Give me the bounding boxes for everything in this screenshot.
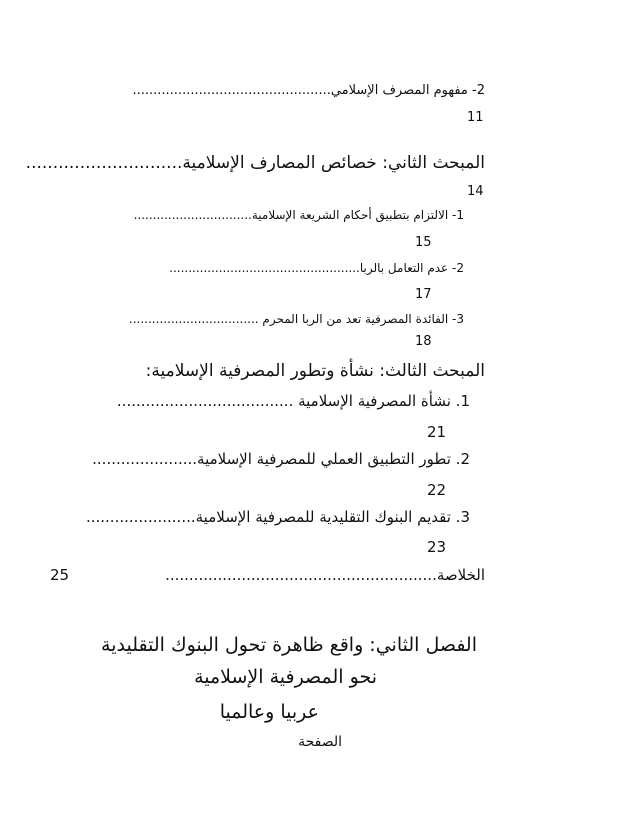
toc-section-2-title: المبحث الثاني: خصائص المصارف الإسلامية.............................: [25, 153, 485, 173]
toc-entry-conclusion: الخلاصة.........................................................: [165, 566, 485, 584]
toc-page-number: 14: [467, 184, 484, 199]
toc-page-number: 11: [467, 110, 484, 125]
toc-entry-sharia-commitment: 1- الالتزام بتطبيق أحكام الشريعة الإسلامية...............................: [133, 208, 464, 222]
chapter-title-line-2: نحو المصرفية الإسلامية: [194, 666, 377, 688]
chapter-title-line-1: الفصل الثاني: واقع ظاهرة تحول البنوك التقليدية: [101, 634, 477, 656]
toc-entry-no-riba: 2- عدم التعامل بالربا..................................................: [169, 261, 464, 275]
toc-entry-practical-development: 2. تطور التطبيق العملي للمصرفية الإسلامية......................: [92, 450, 470, 468]
page-column-label: الصفحة: [298, 734, 342, 750]
toc-entry-interest-is-riba: 3- الفائدة المصرفية تعد من الربا المحرم ..................................: [128, 312, 464, 326]
toc-page-number: 18: [415, 334, 432, 349]
toc-section-3-title: المبحث الثالث: نشأة وتطور المصرفية الإسلامية:: [145, 361, 485, 381]
toc-page-number: 17: [415, 287, 432, 302]
toc-entry-conventional-banks-offering: 3. تقديم البنوك التقليدية للمصرفية الإسلامية.......................: [85, 508, 470, 526]
toc-page-number: 22: [427, 481, 447, 499]
toc-page-number: 15: [415, 235, 432, 250]
toc-page-number: 21: [427, 423, 447, 441]
toc-entry-origin-islamic-banking: 1. نشأة المصرفية الإسلامية .....................................: [116, 392, 470, 410]
toc-entry-islamic-bank-concept: 2- مفهوم المصرف الإسلامي................................................: [132, 83, 485, 98]
chapter-title-line-3: عربيا وعالميا: [219, 701, 319, 723]
toc-page-number: 25: [50, 566, 70, 584]
toc-page-number: 23: [427, 538, 447, 556]
